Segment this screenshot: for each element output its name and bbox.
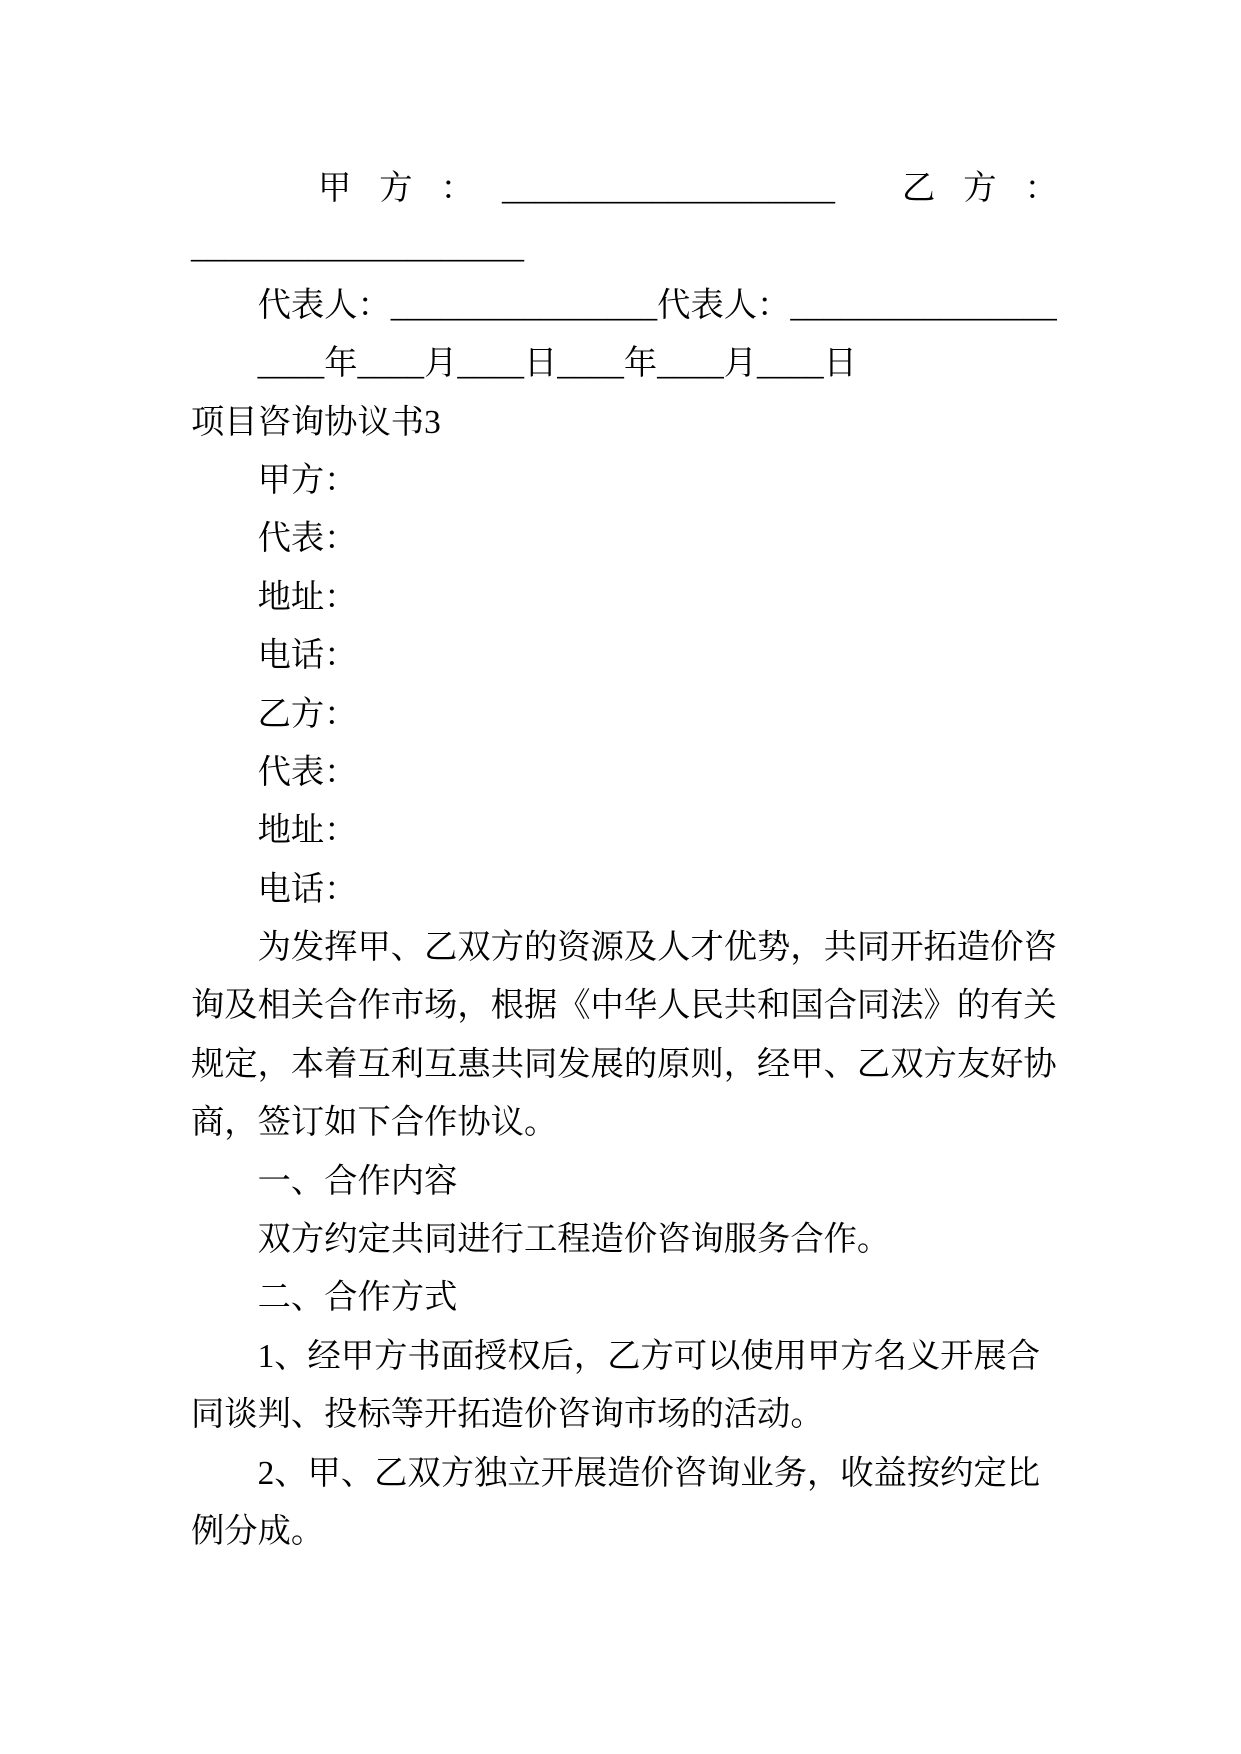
party-b-label: 乙方： xyxy=(257,695,358,733)
preamble-line: 为发挥甲、乙双方的资源及人才优势，共同开拓造价咨 xyxy=(257,929,1057,967)
signature-representative-line xyxy=(191,277,1056,335)
agreement-title xyxy=(191,394,1056,452)
representative-b-blank: ________________ xyxy=(790,286,1057,324)
signature-date-line xyxy=(191,335,1056,393)
section-2-heading: 二、合作方式 xyxy=(257,1279,458,1317)
party-b-address xyxy=(191,802,1056,860)
clause-1-line: 同谈判、投标等开拓造价咨询市场的活动。 xyxy=(191,1396,824,1434)
clause-2-line: 2、甲、乙双方独立开展造价咨询业务，收益按约定比 xyxy=(257,1454,1041,1492)
party-a-heading xyxy=(191,452,1056,510)
section-1-body: 双方约定共同进行工程造价咨询服务合作。 xyxy=(257,1221,891,1259)
preamble-line: 规定，本着互利互惠共同发展的原则，经甲、乙双方友好协 xyxy=(191,1045,1057,1083)
representative-b-label: 代表人： xyxy=(657,286,791,324)
party-a-phone-label: 电话： xyxy=(257,637,358,675)
party-a-address xyxy=(191,569,1056,627)
signature-party-line xyxy=(191,160,1086,218)
party-a-signature-blank: ____________________ xyxy=(502,170,835,207)
party-a-address-label: 地址： xyxy=(257,578,358,616)
agreement-title-text: 项目咨询协议书3 xyxy=(191,403,441,441)
party-a-representative-label: 代表： xyxy=(257,520,358,558)
signature-party-b-blank-line xyxy=(191,218,1056,276)
representative-a-label: 代表人： xyxy=(257,286,391,324)
clause-1-line: 1、经甲方书面授权后，乙方可以使用甲方名义开展合 xyxy=(257,1337,1041,1375)
party-b-representative-label: 代表： xyxy=(257,753,358,791)
party-b-phone xyxy=(191,861,1056,919)
signature-dates: ____年____月____日____年____月____日 xyxy=(257,345,857,383)
document-body xyxy=(191,160,1086,1561)
party-b-heading xyxy=(191,686,1056,744)
preamble-line: 商，签订如下合作协议。 xyxy=(191,1104,558,1142)
party-a-signature-label: 甲方： xyxy=(318,170,502,207)
preamble-line: 询及相关合作市场，根据《中华人民共和国合同法》的有关 xyxy=(191,987,1057,1025)
clause-2-line: 例分成。 xyxy=(191,1512,325,1550)
section-1-heading: 一、合作内容 xyxy=(257,1162,458,1200)
party-b-representative xyxy=(191,744,1056,802)
party-b-address-label: 地址： xyxy=(257,812,358,850)
party-a-phone xyxy=(191,627,1056,685)
party-a-label: 甲方： xyxy=(257,461,358,499)
party-b-signature-blank: ____________________ xyxy=(191,228,524,266)
party-b-phone-label: 电话： xyxy=(257,870,358,908)
representative-a-blank: ________________ xyxy=(390,286,658,324)
party-a-representative xyxy=(191,510,1056,568)
party-b-signature-label: 乙方： xyxy=(902,170,1086,207)
